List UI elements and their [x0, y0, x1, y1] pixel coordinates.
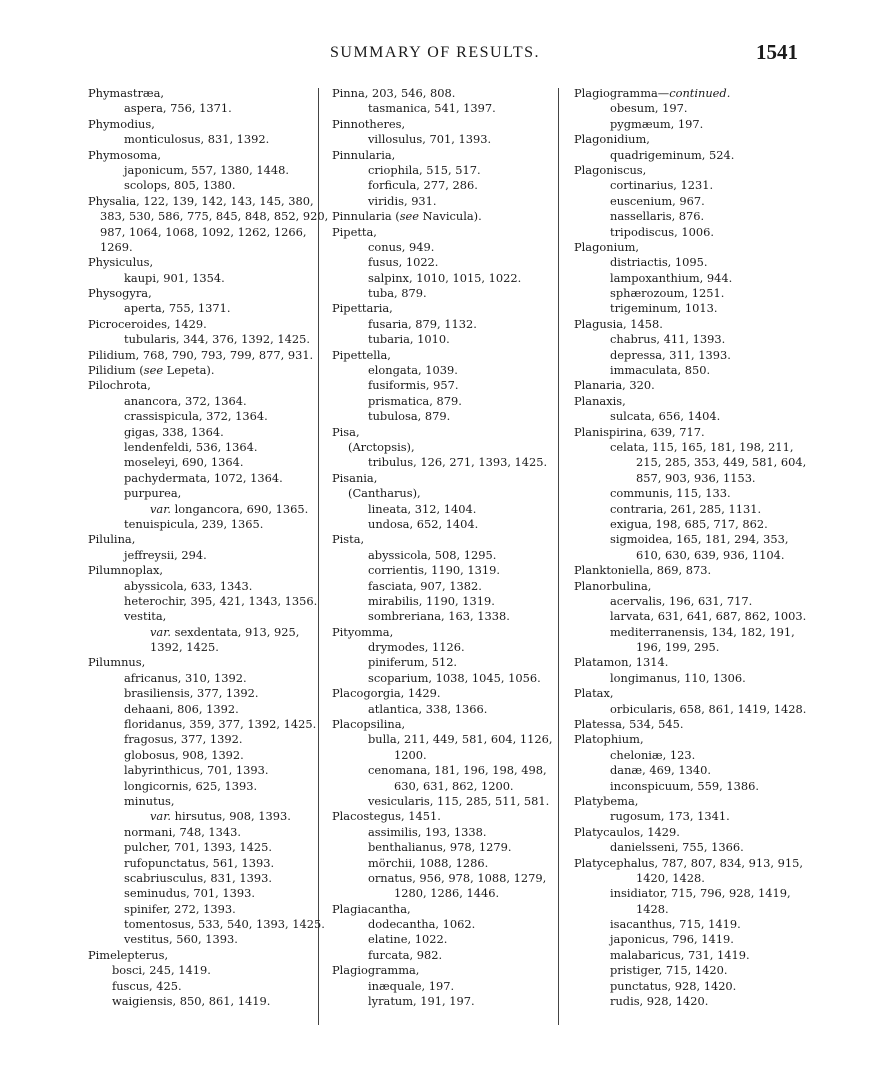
index-entry-genus: Phymosoma, — [88, 147, 162, 162]
index-entry-genus: Pista, — [332, 532, 365, 547]
index-entry-species: lineata, 312, 1404. — [368, 501, 477, 516]
index-entry-species: celata, 115, 165, 181, 198, 211, — [610, 439, 794, 454]
index-entry-genus: Pisa, — [332, 424, 360, 439]
index-entry-species: heterochir, 395, 421, 1343, 1356. — [124, 593, 318, 608]
index-entry-species: communis, 115, 133. — [610, 486, 731, 501]
index-entry-species: pygmæum, 197. — [610, 116, 704, 131]
index-entry-genus: Pisania, — [332, 470, 378, 485]
index-entry-genus: Plagiogramma, — [332, 963, 420, 978]
index-entry-species: distriactis, 1095. — [610, 255, 708, 270]
index-entry-species: labyrinthicus, 701, 1393. — [124, 763, 269, 778]
index-entry-species: tasmanica, 541, 1397. — [368, 101, 496, 116]
index-entry-genus: Physalia, 122, 139, 142, 143, 145, 380, — [88, 193, 314, 208]
index-entry-species: minutus, — [124, 793, 175, 808]
index-entry-genus: Pipetta, — [332, 224, 377, 239]
index-entry-genus: Pinnularia (see Navicula). — [332, 209, 482, 224]
index-entry-species: pachydermata, 1072, 1364. — [124, 470, 283, 485]
index-entry-species: sphærozoum, 1251. — [610, 286, 725, 301]
index-entry-species: conus, 949. — [368, 239, 435, 254]
index-entry-species: larvata, 631, 641, 687, 862, 1003. — [610, 609, 807, 624]
index-entry-genus: Picroceroides, 1429. — [88, 316, 207, 331]
index-entry-genus: Plagonium, — [574, 239, 639, 254]
index-entry-species: elatine, 1022. — [368, 932, 448, 947]
index-entry-species: villosulus, 701, 1393. — [368, 132, 492, 147]
index-entry-species: scoparium, 1038, 1045, 1056. — [368, 670, 541, 685]
index-entry-species: atlantica, 338, 1366. — [368, 701, 488, 716]
index-entry-genus: Pimelepterus, — [88, 947, 169, 962]
index-entry-species: 1392, 1425. — [150, 640, 219, 655]
index-entry-genus: Plagiogramma—continued. — [574, 86, 731, 100]
index-entry-species: tenuispicula, 239, 1365. — [124, 516, 264, 531]
index-entry-species: tubulosa, 879. — [368, 409, 451, 424]
index-entry-species: corrientis, 1190, 1319. — [368, 563, 500, 578]
index-entry-species: dehaani, 806, 1392. — [124, 701, 239, 716]
index-entry-species: fasciata, 907, 1382. — [368, 578, 482, 593]
index-entry-genus: Planaria, 320. — [574, 378, 655, 393]
index-entry-species: seminudus, 701, 1393. — [124, 886, 256, 901]
index-entry-genus: Pipettella, — [332, 347, 391, 362]
index-entry-species: tubaria, 1010. — [368, 332, 450, 347]
index-entry-species: rudis, 928, 1420. — [610, 994, 709, 1009]
index-entry-species: lyratum, 191, 197. — [368, 994, 475, 1009]
index-entry-species: 215, 285, 353, 449, 581, 604, — [636, 455, 807, 470]
index-entry-genus: Platophium, — [574, 732, 644, 747]
index-column-3 — [574, 86, 807, 1009]
index-entry-genus: Pinnotheres, — [332, 116, 406, 131]
index-entry-species: fragosus, 377, 1392. — [124, 732, 243, 747]
index-entry-species: sombreriana, 163, 1338. — [368, 609, 510, 624]
index-entry-species: 630, 631, 862, 1200. — [394, 778, 514, 793]
index-entry-species: bosci, 245, 1419. — [112, 963, 211, 978]
index-entry-species: cortinarius, 1231. — [610, 178, 714, 193]
index-entry-genus: Platax, — [574, 686, 614, 701]
index-entry-species: inæquale, 197. — [368, 978, 455, 993]
index-entry-genus: Physiculus, — [88, 255, 154, 270]
index-entry-species: criophila, 515, 517. — [368, 162, 481, 177]
index-entry-species: scabriusculus, 831, 1393. — [124, 870, 272, 885]
index-entry-genus: Phymodius, — [88, 116, 155, 131]
index-entry-species: contraria, 261, 285, 1131. — [610, 501, 762, 516]
index-entry-species: 857, 903, 936, 1153. — [636, 470, 756, 485]
index-column-1 — [88, 86, 329, 1009]
index-entry-species: globosus, 908, 1392. — [124, 747, 244, 762]
index-entry-species: fusus, 1022. — [368, 255, 439, 270]
index-entry-species: pristiger, 715, 1420. — [610, 963, 728, 978]
index-entry-species: cheloniæ, 123. — [610, 747, 696, 762]
index-entry-species: fuscus, 425. — [112, 978, 182, 993]
index-column-2 — [332, 86, 554, 1009]
index-entry-species: moseleyi, 690, 1364. — [124, 455, 244, 470]
index-entry-species: normani, 748, 1343. — [124, 824, 242, 839]
index-entry-species: brasiliensis, 377, 1392. — [124, 686, 259, 701]
index-entry-species: africanus, 310, 1392. — [124, 670, 247, 685]
index-entry-species: kaupi, 901, 1354. — [124, 270, 225, 285]
index-entry-species: sigmoidea, 165, 181, 294, 353, — [610, 532, 789, 547]
index-entry-species: japonicus, 796, 1419. — [610, 932, 734, 947]
index-entry-species: scolops, 805, 1380. — [124, 178, 236, 193]
index-entry-species: lendenfeldi, 536, 1364. — [124, 439, 258, 454]
index-entry-species: immaculata, 850. — [610, 363, 711, 378]
index-entry-species: sulcata, 656, 1404. — [610, 409, 721, 424]
index-entry-species: assimilis, 193, 1338. — [368, 824, 487, 839]
index-entry-species: orbicularis, 658, 861, 1419, 1428. — [610, 701, 807, 716]
index-entry-genus: Plagonidium, — [574, 132, 650, 147]
index-entry-genus: Platycephalus, 787, 807, 834, 913, 915, — [574, 855, 804, 870]
index-entry-species: (Cantharus), — [348, 486, 421, 501]
index-entry-species: malabaricus, 731, 1419. — [610, 947, 750, 962]
index-entry-species: isacanthus, 715, 1419. — [610, 917, 741, 932]
index-entry-species: var. sexdentata, 913, 925, — [150, 624, 300, 639]
index-entry-species: floridanus, 359, 377, 1392, 1425. — [124, 717, 317, 732]
index-entry-species: purpurea, — [124, 486, 182, 501]
index-entry-species: tomentosus, 533, 540, 1393, 1425. — [124, 917, 325, 932]
column-divider — [558, 88, 559, 1025]
index-entry-species: jeffreysii, 294. — [124, 547, 207, 562]
index-entry-species: benthalianus, 978, 1279. — [368, 840, 512, 855]
index-entry-species: 1200. — [394, 747, 427, 762]
index-entry-species: longicornis, 625, 1393. — [124, 778, 258, 793]
index-entry-species: lampoxanthium, 944. — [610, 270, 733, 285]
index-entry-species: aspera, 756, 1371. — [124, 101, 232, 116]
index-entry-species: inconspicuum, 559, 1386. — [610, 778, 760, 793]
index-entry-species: 1269. — [100, 239, 133, 254]
index-entry-species: ornatus, 956, 978, 1088, 1279, — [368, 870, 547, 885]
index-entry-genus: Planaxis, — [574, 393, 626, 408]
index-entry-species: danielsseni, 755, 1366. — [610, 840, 744, 855]
page-header — [0, 40, 880, 70]
index-entry-species: drymodes, 1126. — [368, 640, 465, 655]
index-entry-species: vestitus, 560, 1393. — [124, 932, 238, 947]
index-entry-species: spinifer, 272, 1393. — [124, 901, 236, 916]
index-entry-genus: Placogorgia, 1429. — [332, 686, 441, 701]
index-entry-species: depressa, 311, 1393. — [610, 347, 731, 362]
index-entry-species: abyssicola, 633, 1343. — [124, 578, 253, 593]
index-entry-species: mediterranensis, 134, 182, 191, — [610, 624, 795, 639]
index-entry-species: elongata, 1039. — [368, 363, 458, 378]
index-entry-species: fusiformis, 957. — [368, 378, 459, 393]
index-entry-species: dodecantha, 1062. — [368, 917, 476, 932]
index-entry-species: quadrigeminum, 524. — [610, 147, 735, 162]
index-entry-genus: Pilidium, 768, 790, 793, 799, 877, 931. — [88, 347, 314, 362]
index-entry-species: acervalis, 196, 631, 717. — [610, 593, 753, 608]
index-entry-genus: Planktoniella, 869, 873. — [574, 563, 712, 578]
page-number: 1541 — [756, 40, 798, 64]
index-entry-species: 383, 530, 586, 775, 845, 848, 852, 920, — [100, 209, 329, 224]
index-entry-species: 1428. — [636, 901, 669, 916]
index-entry-species: crassispicula, 372, 1364. — [124, 409, 268, 424]
index-entry-species: pulcher, 701, 1393, 1425. — [124, 840, 272, 855]
index-entry-species: mörchii, 1088, 1286. — [368, 855, 489, 870]
index-entry-genus: Phymastræa, — [88, 86, 165, 100]
index-entry-genus: Planorbulina, — [574, 578, 652, 593]
index-entry-genus: Plagoniscus, — [574, 162, 647, 177]
index-entry-genus: Pilulina, — [88, 532, 136, 547]
index-entry-species: monticulosus, 831, 1392. — [124, 132, 270, 147]
index-entry-genus: Planispirina, 639, 717. — [574, 424, 705, 439]
index-entry-genus: Pilochrota, — [88, 378, 151, 393]
index-entry-species: insidiator, 715, 796, 928, 1419, — [610, 886, 791, 901]
index-entry-genus: Placostegus, 1451. — [332, 809, 441, 824]
index-entry-species: abyssicola, 508, 1295. — [368, 547, 497, 562]
index-entry-species: vestita, — [124, 609, 167, 624]
index-entry-species: japonicum, 557, 1380, 1448. — [124, 162, 290, 177]
index-entry-species: longimanus, 110, 1306. — [610, 670, 746, 685]
index-entry-genus: Pinnularia, — [332, 147, 396, 162]
index-entry-genus: Pilidium (see Lepeta). — [88, 363, 215, 378]
index-entry-genus: Pinna, 203, 546, 808. — [332, 86, 456, 100]
running-title: SUMMARY OF RESULTS. — [330, 44, 541, 61]
index-entry-species: rufopunctatus, 561, 1393. — [124, 855, 275, 870]
index-entry-species: (Arctopsis), — [348, 439, 415, 454]
index-entry-species: salpinx, 1010, 1015, 1022. — [368, 270, 522, 285]
index-entry-species: chabrus, 411, 1393. — [610, 332, 726, 347]
index-entry-species: piniferum, 512. — [368, 655, 458, 670]
index-entry-species: 1280, 1286, 1446. — [394, 886, 500, 901]
index-entry-genus: Physogyra, — [88, 286, 152, 301]
index-entry-genus: Pilumnoplax, — [88, 563, 164, 578]
index-entry-species: exigua, 198, 685, 717, 862. — [610, 516, 768, 531]
index-entry-genus: Plagusia, 1458. — [574, 316, 663, 331]
index-entry-species: tribulus, 126, 271, 1393, 1425. — [368, 455, 548, 470]
index-entry-species: nassellaris, 876. — [610, 209, 705, 224]
index-entry-species: obesum, 197. — [610, 101, 688, 116]
index-entry-genus: Pipettaria, — [332, 301, 393, 316]
index-entry-species: trigeminum, 1013. — [610, 301, 718, 316]
index-entry-species: fusaria, 879, 1132. — [368, 316, 477, 331]
index-entry-genus: Platybema, — [574, 793, 639, 808]
index-entry-species: rugosum, 173, 1341. — [610, 809, 730, 824]
index-entry-species: tripodiscus, 1006. — [610, 224, 715, 239]
index-entry-species: var. longancora, 690, 1365. — [150, 501, 309, 516]
index-entry-genus: Plagiacantha, — [332, 901, 411, 916]
index-entry-genus: Platycaulos, 1429. — [574, 824, 680, 839]
index-entry-genus: Placopsilina, — [332, 717, 406, 732]
index-entry-species: aperta, 755, 1371. — [124, 301, 231, 316]
index-entry-species: tubularis, 344, 376, 1392, 1425. — [124, 332, 310, 347]
index-entry-species: forficula, 277, 286. — [368, 178, 478, 193]
index-entry-species: gigas, 338, 1364. — [124, 424, 224, 439]
index-entry-species: anancora, 372, 1364. — [124, 393, 247, 408]
index-entry-species: 610, 630, 639, 936, 1104. — [636, 547, 785, 562]
index-entry-species: 987, 1064, 1068, 1092, 1262, 1266, — [100, 224, 307, 239]
index-entry-species: viridis, 931. — [368, 193, 437, 208]
index-entry-species: mirabilis, 1190, 1319. — [368, 593, 495, 608]
index-entry-species: prismatica, 879. — [368, 393, 462, 408]
index-entry-species: 196, 199, 295. — [636, 640, 720, 655]
index-entry-species: danæ, 469, 1340. — [610, 763, 711, 778]
index-entry-species: waigiensis, 850, 861, 1419. — [112, 994, 271, 1009]
index-entry-species: furcata, 982. — [368, 947, 443, 962]
index-entry-species: vesicularis, 115, 285, 511, 581. — [368, 793, 550, 808]
index-entry-genus: Pilumnus, — [88, 655, 146, 670]
index-entry-species: euscenium, 967. — [610, 193, 705, 208]
index-entry-species: punctatus, 928, 1420. — [610, 978, 737, 993]
index-entry-species: tuba, 879. — [368, 286, 427, 301]
index-entry-species: cenomana, 181, 196, 198, 498, — [368, 763, 547, 778]
index-entry-genus: Platessa, 534, 545. — [574, 717, 684, 732]
index-entry-species: 1420, 1428. — [636, 870, 705, 885]
index-entry-species: bulla, 211, 449, 581, 604, 1126, — [368, 732, 553, 747]
index-entry-genus: Pityomma, — [332, 624, 394, 639]
index-entry-genus: Platamon, 1314. — [574, 655, 669, 670]
index-entry-species: undosa, 652, 1404. — [368, 516, 479, 531]
index-entry-species: var. hirsutus, 908, 1393. — [150, 809, 291, 824]
